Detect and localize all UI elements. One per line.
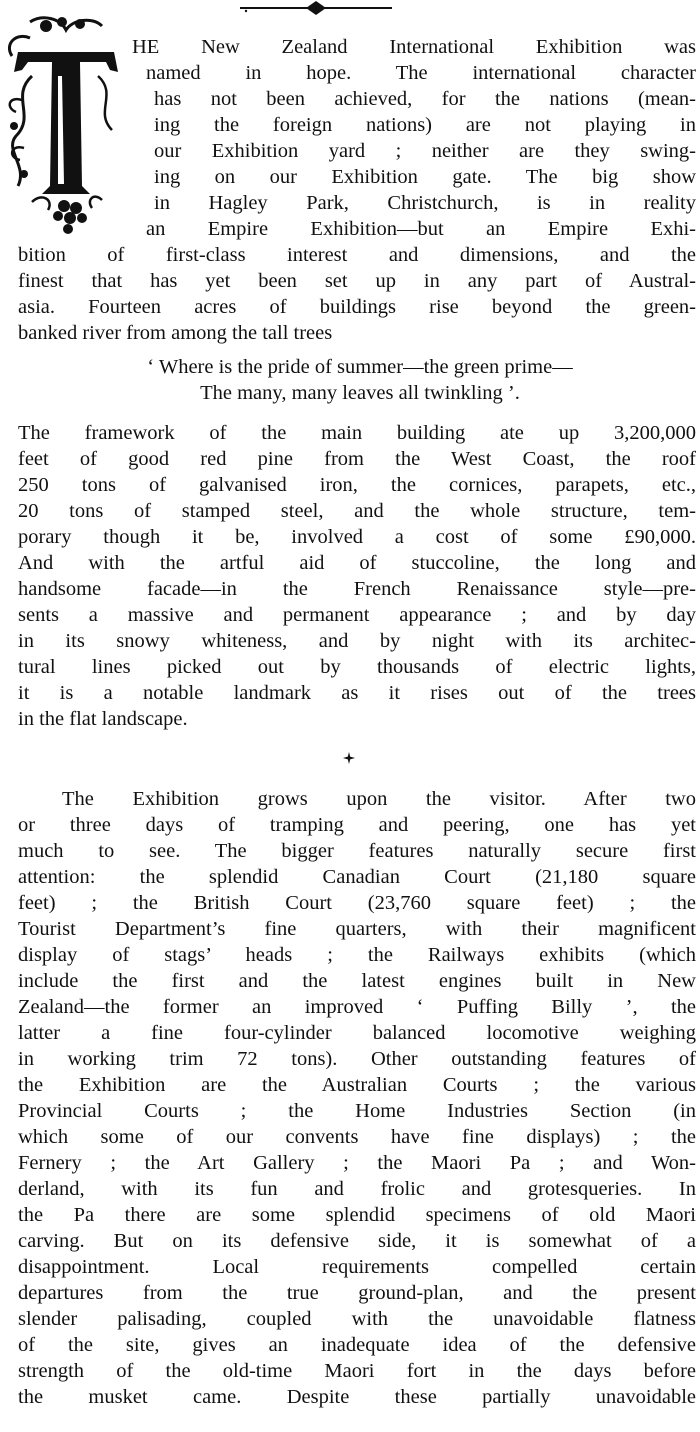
paragraph-line: which some of our convents have fine displays) ; the bbox=[18, 1126, 696, 1148]
paragraph-line: in Hagley Park, Christchurch, is in reality bbox=[154, 192, 696, 214]
quote-line: ‘ Where is the pride of summer—the green prime— bbox=[147, 356, 573, 378]
paragraph-line: derland, with its fun and frolic and grotesqueries. In bbox=[18, 1178, 696, 1200]
paragraph-line: Provincial Courts ; the Home Industries Section (in bbox=[18, 1100, 696, 1122]
paragraph-line: Fernery ; the Art Gallery ; the Maori Pa ; and Won- bbox=[18, 1152, 696, 1174]
paragraph-line: the musket came. Despite these partially unavoidable bbox=[18, 1386, 696, 1408]
paragraph-line: latter a fine four-cylinder balanced locomotive weighing bbox=[18, 1022, 696, 1044]
paragraph-line: handsome facade—in the French Renaissance style—pre- bbox=[18, 578, 696, 600]
paragraph-line: display of stags’ heads ; the Railways exhibits (which bbox=[18, 944, 696, 966]
paragraph-line: The Exhibition grows upon the visitor. After two bbox=[62, 788, 696, 810]
paragraph-line: include the first and the latest engines built in New bbox=[18, 970, 696, 992]
paragraph-line: The framework of the main building ate up 3,200,000 bbox=[18, 422, 696, 444]
paragraph-line: or three days of tramping and peering, one has yet bbox=[18, 814, 696, 836]
paragraph-line: And with the artful aid of stuccoline, the long and bbox=[18, 552, 696, 574]
paragraph-line: the Exhibition are the Australian Courts ; the various bbox=[18, 1074, 696, 1096]
paragraph-line: it is a notable landmark as it rises out of the trees bbox=[18, 682, 696, 704]
paragraph-line: in the flat landscape. bbox=[18, 708, 188, 730]
paragraph-line: in its snowy whiteness, and by night with its architec- bbox=[18, 630, 696, 652]
paragraph-line: has not been achieved, for the nations (mean- bbox=[154, 88, 696, 110]
paragraph-line: HE New Zealand International Exhibition was bbox=[132, 36, 696, 58]
paragraph-line: feet of good red pine from the West Coast, the roof bbox=[18, 448, 696, 470]
paragraph-line: attention: the splendid Canadian Court (21,180 square bbox=[18, 866, 696, 888]
paragraph-line: Tourist Department’s fine quarters, with their magnificent bbox=[18, 918, 696, 940]
paragraph-line: 20 tons of stamped steel, and the whole structure, tem- bbox=[18, 500, 696, 522]
paragraph-line: an Empire Exhibition—but an Empire Exhi- bbox=[146, 218, 696, 240]
paragraph-line: our Exhibition yard ; neither are they swing- bbox=[154, 140, 696, 162]
paragraph-line: bition of first-class interest and dimensions, and the bbox=[18, 244, 696, 266]
paragraph-line: in working trim 72 tons). Other outstanding features of bbox=[18, 1048, 696, 1070]
asterisk-separator-icon bbox=[343, 752, 355, 764]
paragraph-line: carving. But on its defensive side, it is somewhat of a bbox=[18, 1230, 696, 1252]
paragraph-line: tural lines picked out by thousands of electric lights, bbox=[18, 656, 696, 678]
paragraph-line: strength of the old-time Maori fort in the days before bbox=[18, 1360, 696, 1382]
paragraph-line: departures from the true ground-plan, and the present bbox=[18, 1282, 696, 1304]
paragraph-line: Zealand—the former an improved ‘ Puffing Billy ’, the bbox=[18, 996, 696, 1018]
paragraph-line: the Pa there are some splendid specimens of old Maori bbox=[18, 1204, 696, 1226]
paragraph-line: slender palisading, coupled with the unavoidable flatness bbox=[18, 1308, 696, 1330]
paragraph-line: ing the foreign nations) are not playing in bbox=[154, 114, 696, 136]
paragraph-line: finest that has yet been set up in any part of Austral- bbox=[18, 270, 696, 292]
paragraph-line: sents a massive and permanent appearance ; and by day bbox=[18, 604, 696, 626]
paragraph-line: 250 tons of galvanised iron, the cornices, parapets, etc., bbox=[18, 474, 696, 496]
paragraph-line: porary though it be, involved a cost of some £90,000. bbox=[18, 526, 696, 548]
paragraph-line: ing on our Exhibition gate. The big show bbox=[154, 166, 696, 188]
paragraph-line: disappointment. Local requirements compelled certain bbox=[18, 1256, 696, 1278]
paragraph-line: named in hope. The international character bbox=[146, 62, 696, 84]
paragraph-line: asia. Fourteen acres of buildings rise beyond the green- bbox=[18, 296, 696, 318]
quote-line: The many, many leaves all twinkling ’. bbox=[200, 382, 520, 404]
paragraph-line: of the site, gives an inadequate idea of the defensive bbox=[18, 1334, 696, 1356]
paragraph-line: banked river from among the tall trees bbox=[18, 322, 333, 344]
paragraph-line: feet) ; the British Court (23,760 square feet) ; the bbox=[18, 892, 696, 914]
paragraph-line: much to see. The bigger features naturally secure first bbox=[18, 840, 696, 862]
